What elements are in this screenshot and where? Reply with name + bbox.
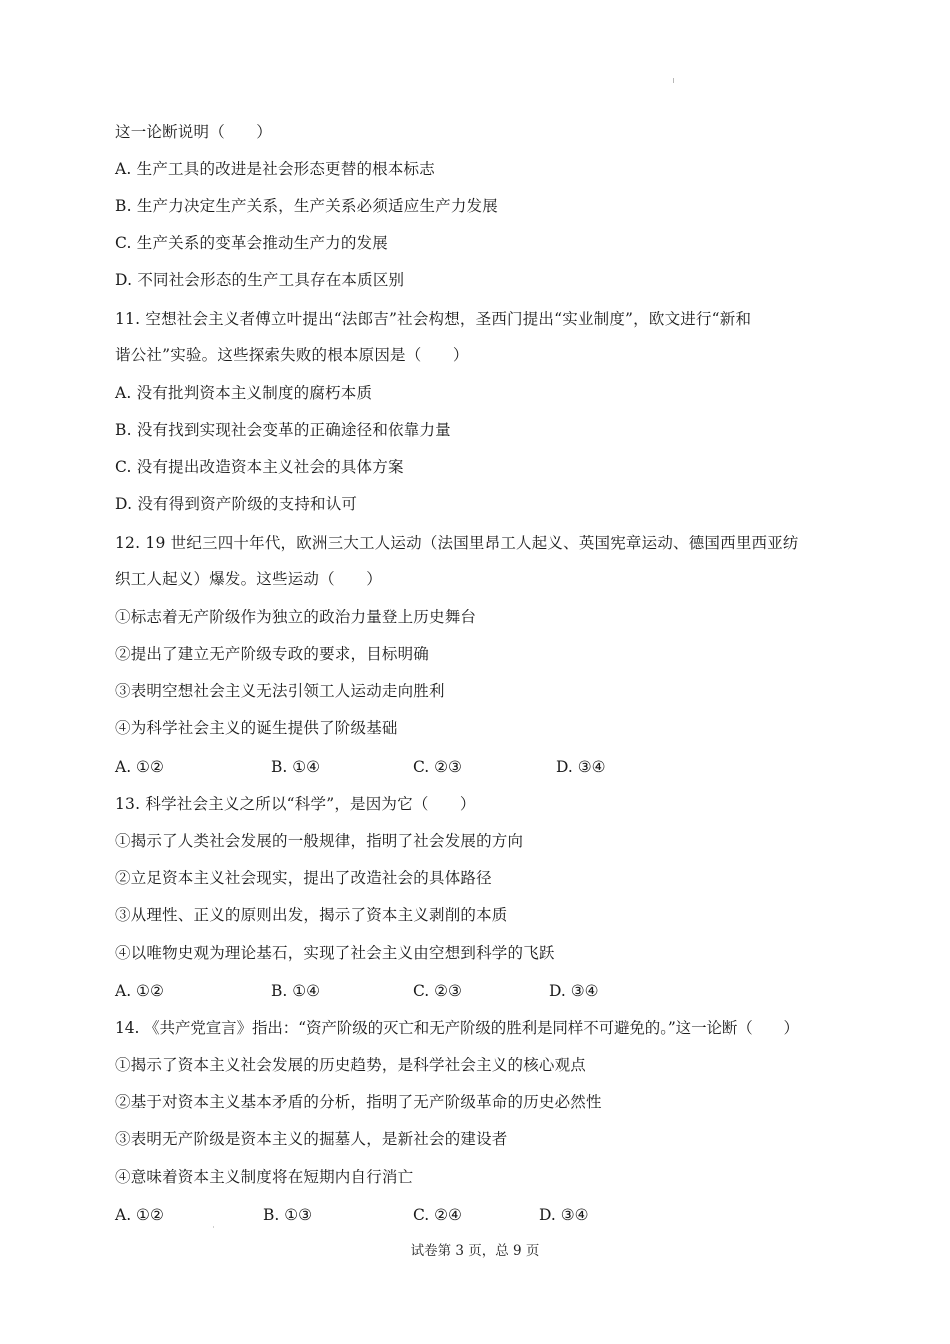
q13-item-4: ④以唯物史观为理论基石，实现了社会主义由空想到科学的飞跃: [115, 944, 555, 962]
q11-option-a: A. 没有批判资本主义制度的腐朽本质: [115, 384, 373, 402]
q11-stem-line1: 11. 空想社会主义者傅立叶提出“法郎吉”社会构想，圣西门提出“实业制度”，欧文进行“新和: [115, 310, 752, 328]
q14-choice-a: A. ①②: [115, 1206, 164, 1224]
q11-option-d: D. 没有得到资产阶级的支持和认可: [115, 495, 358, 513]
q10-option-b: B. 生产力决定生产关系，生产关系必须适应生产力发展: [115, 197, 498, 215]
q14-item-2: ②基于对资本主义基本矛盾的分析，指明了无产阶级革命的历史必然性: [115, 1093, 602, 1111]
q12-item-1: ①标志着无产阶级作为独立的政治力量登上历史舞台: [115, 608, 477, 626]
q14-choice-b: B. ①③: [263, 1206, 313, 1224]
q14-item-1: ①揭示了资本主义社会发展的历史趋势，是科学社会主义的核心观点: [115, 1056, 587, 1074]
q14-choice-c: C. ②④: [413, 1206, 462, 1224]
q10-option-d: D. 不同社会形态的生产工具存在本质区别: [115, 271, 405, 289]
q14-item-3: ③表明无产阶级是资本主义的掘墓人，是新社会的建设者: [115, 1130, 508, 1148]
q14-stem: 14. 《共产党宣言》指出：“资产阶级的灭亡和无产阶级的胜利是同样不可避免的。”这一论断（ ）: [115, 1019, 799, 1037]
q13-choice-d: D. ③④: [549, 982, 599, 1000]
q13-item-1: ①揭示了人类社会发展的一般规律，指明了社会发展的方向: [115, 832, 524, 850]
q12-choice-a: A. ①②: [115, 758, 164, 776]
q11-option-c: C. 没有提出改造资本主义社会的具体方案: [115, 458, 404, 476]
scan-mark: [213, 1226, 214, 1228]
q14-choice-d: D. ③④: [539, 1206, 589, 1224]
q13-choice-c: C. ②③: [413, 982, 462, 1000]
q13-item-3: ③从理性、正义的原则出发，揭示了资本主义剥削的本质: [115, 906, 508, 924]
q13-item-2: ②立足资本主义社会现实，提出了改造社会的具体路径: [115, 869, 492, 887]
q11-option-b: B. 没有找到实现社会变革的正确途径和依靠力量: [115, 421, 451, 439]
q13-choice-b: B. ①④: [271, 982, 321, 1000]
q14-item-4: ④意味着资本主义制度将在短期内自行消亡: [115, 1168, 414, 1186]
q12-stem-line1: 12. 19 世纪三四十年代，欧洲三大工人运动（法国里昂工人起义、英国宪章运动、德国西里西亚纺: [115, 534, 799, 552]
q12-item-2: ②提出了建立无产阶级专政的要求，目标明确: [115, 645, 430, 663]
q12-stem-line2: 织工人起义）爆发。这些运动（ ）: [115, 570, 382, 588]
q12-choice-b: B. ①④: [271, 758, 321, 776]
q13-stem: 13. 科学社会主义之所以“科学”，是因为它（ ）: [115, 795, 476, 813]
q10-stem: 这一论断说明（ ）: [115, 123, 273, 141]
q13-choice-a: A. ①②: [115, 982, 164, 1000]
q11-stem-line2: 谐公社”实验。这些探索失败的根本原因是（ ）: [115, 346, 469, 364]
q12-item-3: ③表明空想社会主义无法引领工人运动走向胜利: [115, 682, 445, 700]
page-footer: 试卷第 3 页，总 9 页: [410, 1243, 540, 1259]
q12-item-4: ④为科学社会主义的诞生提供了阶级基础: [115, 719, 398, 737]
q12-choice-c: C. ②③: [413, 758, 462, 776]
q12-choice-d: D. ③④: [556, 758, 606, 776]
q10-option-c: C. 生产关系的变革会推动生产力的发展: [115, 234, 388, 252]
scan-mark: [673, 78, 674, 83]
q10-option-a: A. 生产工具的改进是社会形态更替的根本标志: [115, 160, 435, 178]
